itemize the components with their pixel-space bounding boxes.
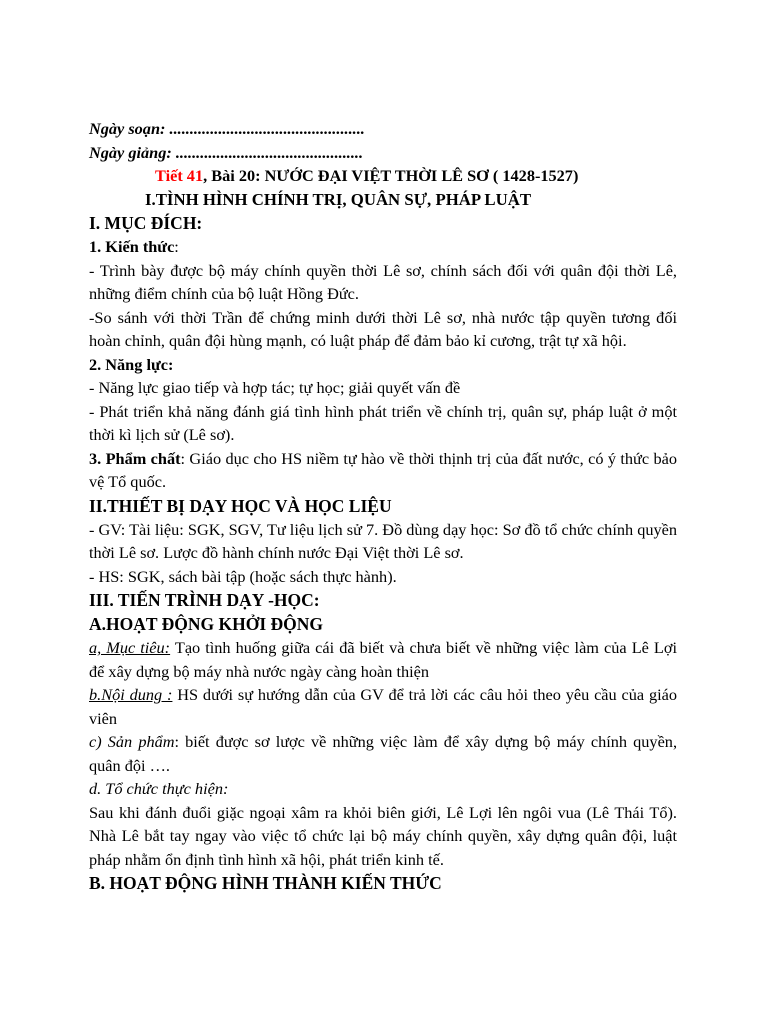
- kien-thuc-paragraph-2: -So sánh với thời Trần để chứng minh dưới thời Lê sơ, nhà nước tập quyền tương đối hoàn chỉnh, quân đội hùng mạnh, có luật pháp để đảm bảo kỉ cương, trật tự xã hội.: [89, 307, 677, 350]
- ngay-giang: Ngày giảng: ..............................................: [89, 142, 364, 162]
- thiet-bi-gv: - GV: Tài liệu: SGK, SGV, Tư liệu lịch sử 7. Đồ dùng dạy học: Sơ đồ tổ chức chính quyền thời Lê sơ. Lược đồ hành chính nước Đại Việt thời Lê sơ.: [89, 519, 677, 562]
- san-pham-paragraph: c) Sản phẩm: biết được sơ lược về những việc làm để xây dựng bộ máy chính quyền, quân đội ….: [89, 732, 678, 775]
- document-body: [89, 117, 677, 895]
- hoat-dong-hinh-thanh-heading: B. HOẠT ĐỘNG HÌNH THÀNH KIẾN THỨC: [89, 873, 442, 893]
- to-chuc-paragraph: Sau khi đánh đuổi giặc ngoại xâm ra khỏi biên giới, Lê Lợi lên ngôi vua (Lê Thái Tổ). Nhà Lê bắt tay ngay vào việc tổ chức lại bộ máy chính quyền, xây dựng quân đội, luật pháp nhằm ổn định tình hình xã hội, phát triển kinh tế.: [89, 802, 677, 869]
- lesson-title: [89, 164, 677, 188]
- nang-luc-heading: 2. Năng lực:: [89, 354, 174, 374]
- nang-luc-paragraph-2: - Phát triển khả năng đánh giá tình hình phát triển về chính trị, quân sự, pháp luật ở một thời kì lịch sử (Lê sơ).: [89, 401, 677, 444]
- section-thiet-bi-heading: II.THIẾT BỊ DẠY HỌC VÀ HỌC LIỆU: [89, 495, 392, 516]
- section-muc-dich-heading: I. MỤC ĐÍCH:: [89, 213, 203, 233]
- lesson-number: Tiết 41: [155, 166, 204, 185]
- nang-luc-paragraph-1: - Năng lực giao tiếp và hợp tác; tự học; giải quyết vấn đề: [89, 378, 461, 397]
- ngay-soan: Ngày soạn: ................................................: [89, 119, 365, 138]
- lesson-name: , Bài 20: NƯỚC ĐẠI VIỆT THỜI LÊ SƠ ( 1428-1527): [203, 166, 579, 185]
- muc-tieu-paragraph: a, Mục tiêu: Tạo tình huống giữa cái đã biết và chưa biết về những việc làm của Lê Lợi để xây dựng bộ máy nhà nước ngày càng hoàn thiện: [89, 638, 677, 681]
- kien-thuc-heading: 1. Kiến thức:: [89, 237, 179, 256]
- lesson-subtitle: I.TÌNH HÌNH CHÍNH TRỊ, QUÂN SỰ, PHÁP LUẬT: [145, 189, 532, 209]
- section-tien-trinh-heading: III. TIẾN TRÌNH DẠY -HỌC:: [89, 590, 320, 610]
- pham-chat-paragraph: 3. Phẩm chất: Giáo dục cho HS niềm tự hào về thời thịnh trị của đất nước, có ý thức bảo vệ Tổ quốc.: [89, 448, 677, 491]
- hoat-dong-khoi-dong-heading: A.HOẠT ĐỘNG KHỞI ĐỘNG: [89, 614, 324, 634]
- noi-dung-paragraph: b.Nội dung : HS dưới sự hướng dẫn của GV để trả lời các câu hỏi theo yêu cầu của giáo viên: [89, 685, 677, 728]
- kien-thuc-paragraph-1: - Trình bày được bộ máy chính quyền thời Lê sơ, chính sách đối với quân đội thời Lê, những điểm chính của bộ luật Hồng Đức.: [89, 260, 677, 303]
- thiet-bi-hs: - HS: SGK, sách bài tập (hoặc sách thực hành).: [89, 566, 397, 586]
- to-chuc-heading: d. Tổ chức thực hiện:: [89, 779, 229, 798]
